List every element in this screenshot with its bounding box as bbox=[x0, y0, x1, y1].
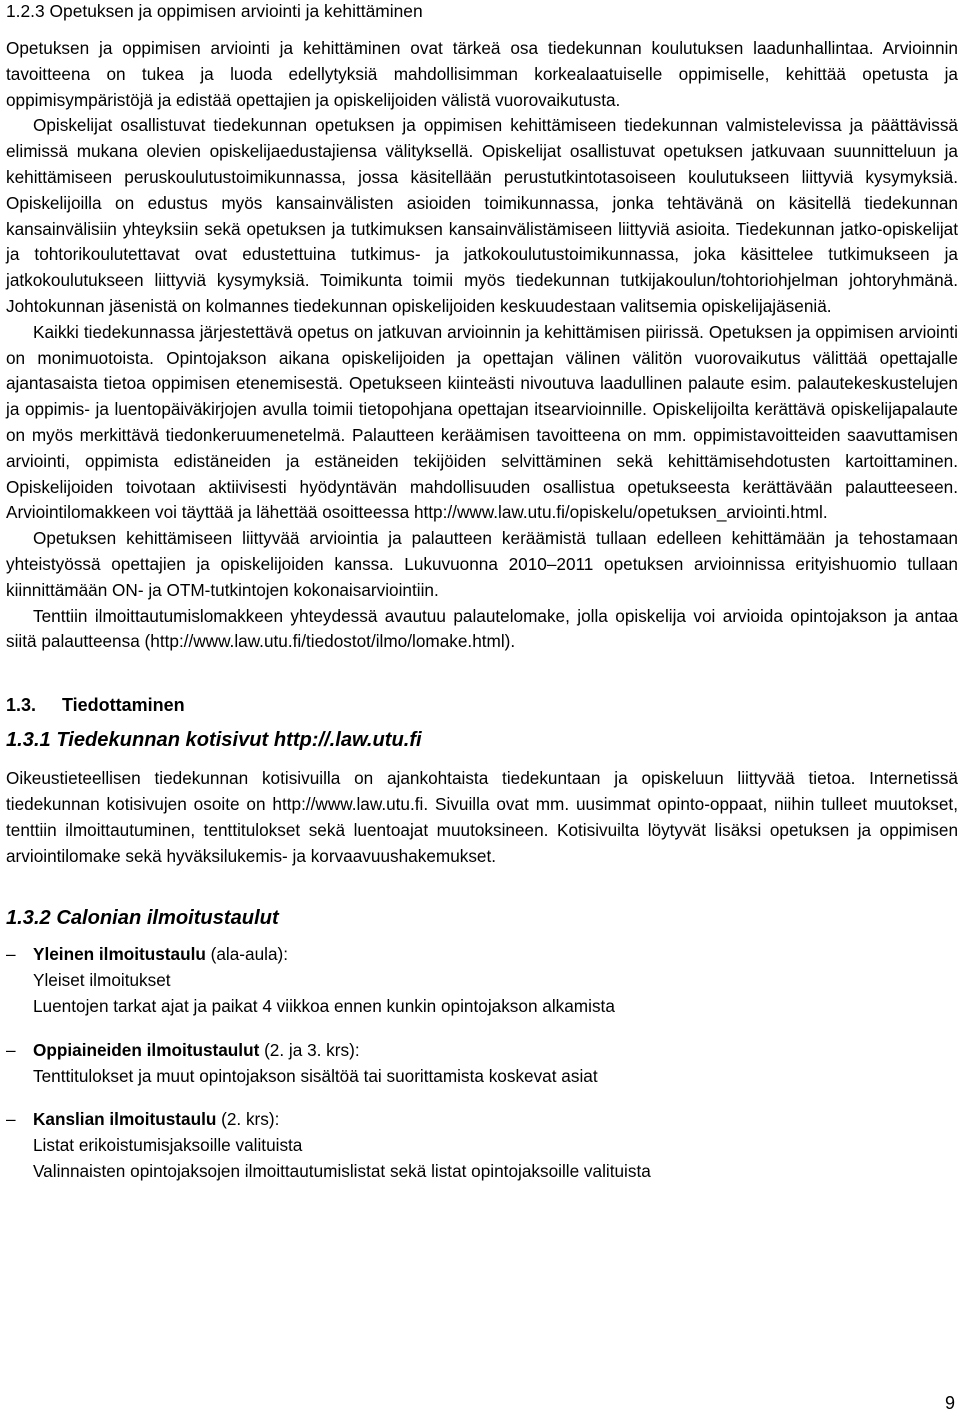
paragraph-homepage: Oikeustieteellisen tiedekunnan kotisivuilla on ajankohtaista tiedekuntaan ja opiskeluun liittyvää tietoa. Internetissä tiedekunnan kotisivujen osoite on http://www.law.utu.fi. Sivuilla ovat mm. uusimmat opinto-oppaat, niihin tulleet muutokset, tenttiin ilmoittautuminen, tenttitulokset sekä luentoajat muutoksineen. Kotisivuilta löytyvät lisäksi opetuksen ja oppimisen arviointilomake sekä hyväksilukemis- ja korvaavuushakemukset. bbox=[6, 768, 958, 866]
paragraph-development: Opetuksen kehittämiseen liittyvää arviointia ja palautteen keräämistä tullaan edelleen kehittämään ja tehostamaan yhteistyössä opettajien ja opiskelijoiden kanssa. Lukuvuonna 2010–2011 opetuksen arvioinnissa erityishuomio tullaan kiinnittämään ON- ja OTM-tutkintojen kokonaisarviointiin. bbox=[6, 528, 958, 600]
list-item-title: Oppiaineiden ilmoitustaulut bbox=[33, 1039, 260, 1060]
section-title: Tiedottaminen bbox=[62, 695, 185, 716]
dash-bullet: – bbox=[6, 1109, 16, 1130]
list-item-title: Kanslian ilmoitustaulu bbox=[33, 1109, 217, 1130]
list-item-line: Tenttitulokset ja muut opintojakson sisältöä tai suorittamista koskevat asiat bbox=[33, 1065, 598, 1086]
list-item-line: Luentojen tarkat ajat ja paikat 4 viikkoa ennen kunkin opintojakson alkamista bbox=[33, 995, 615, 1016]
section-heading-1-3-2: 1.3.2 Calonian ilmoitustaulut bbox=[6, 907, 279, 930]
section-number: 1.3. bbox=[6, 695, 37, 716]
noticeboard-list bbox=[6, 942, 958, 1184]
section-heading-1-3 bbox=[6, 693, 958, 717]
section-heading-1-3-1: 1.3.1 Tiedekunnan kotisivut http://.law.utu.fi bbox=[6, 729, 422, 752]
paragraph-evaluation-intro: Opetuksen ja oppimisen arviointi ja kehittäminen ovat tärkeä osa tiedekunnan koulutuksen laadunhallintaa. Arvioinnin tavoitteena on tukea ja luoda edellytyksiä mahdollisimman korkealaatuiselle oppimiselle, kehittää opetusta ja oppimisympäristöjä ja edistää opettajien ja opiskelijoiden välistä vuorovaikutusta. bbox=[6, 38, 958, 110]
list-item-heading bbox=[33, 1040, 360, 1060]
list-item-suffix: (ala-aula): bbox=[205, 944, 289, 965]
list-item bbox=[6, 1107, 958, 1184]
list-item-line: Listat erikoistumisjaksoille valituista bbox=[33, 1135, 303, 1156]
paragraph-exam-feedback: Tenttiin ilmoittautumislomakkeen yhteydessä avautuu palautelomake, jolla opiskelija voi arvioida opintojakson ja antaa siitä palautteensa (http://www.law.utu.fi/tiedostot/ilmo/lomake.html). bbox=[6, 605, 958, 652]
list-item-heading bbox=[33, 1109, 279, 1129]
dash-bullet: – bbox=[6, 944, 16, 965]
paragraph-student-participation: Opiskelijat osallistuvat tiedekunnan opetuksen ja oppimisen kehittämiseen tiedekunnan valmistelevissa ja päättävissä elimissä mukana olevien opiskelijaedustajiensa välityksellä. Opiskelijat osallistuvat opetuksen jatkuvaan suunnitteluun ja kehittämiseen peruskoulutustoimikunnassa, jossa käsitellään perustutkintotasoiseen koulutukseen liittyviä kysymyksiä. Opiskelijoilla on edustus myös kansainvälisten asioiden toimikunnassa, jonka tehtävänä on käsitellä tiedekunnan kansainvälisiin yhteyksiin sekä opetuksen ja tutkimuksen kansainvälistämiseen liittyviä asioita. Tiedekunnan jatko-opiskelijat ja tohtorikoulutettavat ovat edustettuina tutkimus- ja jatkokoulutustoimikunnassa, joka käsittelee tutkimukseen ja jatkokoulutukseen liittyviä kysymyksiä. Toimikunta toimii myös tiedekunnan tutkijakoulun/tohtoriohjelman johtoryhmänä. Johtokunnan jäsenistä on kolmannes tiedekunnan opiskelijoiden keskuudestaan valitsemia opiskelijajäseniä. bbox=[6, 115, 958, 316]
list-item-line: Valinnaisten opintojaksojen ilmoittautumislistat sekä listat opintojaksoille valituista bbox=[33, 1160, 651, 1181]
section-heading-1-2-3: 1.2.3 Opetuksen ja oppimisen arviointi ja kehittäminen bbox=[6, 1, 423, 21]
list-item bbox=[6, 1038, 958, 1090]
list-item-line: Yleiset ilmoitukset bbox=[33, 970, 171, 991]
list-item-title: Yleinen ilmoitustaulu bbox=[33, 944, 206, 965]
page-number: 9 bbox=[944, 1393, 955, 1413]
list-item-suffix: (2. krs): bbox=[216, 1109, 280, 1130]
paragraph-continuous-evaluation: Kaikki tiedekunnassa järjestettävä opetus on jatkuvan arvioinnin ja kehittämisen piirissä. Opetuksen ja oppimisen arviointi on monimuotoista. Opintojakson aikana opiskelijoiden ja opettajan välinen välitön vuorovaikutus välittää opettajalle ajantasaista tietoa oppimisen etenemisestä. Opetukseen kiinteästi nivoutuva laadullinen palaute esim. palautekeskustelujen ja oppimis- ja luentopäiväkirjojen avulla toimii tietopohjana opettajan itsearvioinnille. Opiskelijoilta kerättävä opiskelijapalaute on myös merkittävä tiedonkeruumenetelmä. Palautteen keräämisen tavoitteena on mm. oppimistavoitteiden saavuttamisen arviointi, oppimista edistäneiden ja estäneiden tekijöiden selvittäminen sekä kehittämisehdotusten kartoittaminen. Opiskelijoiden toivotaan aktiivisesti hyödyntävän mahdollisuuden osallistua opetukseesta kerättävään palautteeseen. Arviointilomakkeen voi täyttää ja lähettää osoitteessa http://www.law.utu.fi/opiskelu/opetuksen_arviointi.html. bbox=[6, 321, 958, 523]
dash-bullet: – bbox=[6, 1039, 16, 1060]
document-page bbox=[6, 0, 958, 1185]
list-item-heading bbox=[33, 944, 288, 964]
list-item-suffix: (2. ja 3. krs): bbox=[259, 1039, 360, 1060]
list-item bbox=[6, 942, 958, 1019]
